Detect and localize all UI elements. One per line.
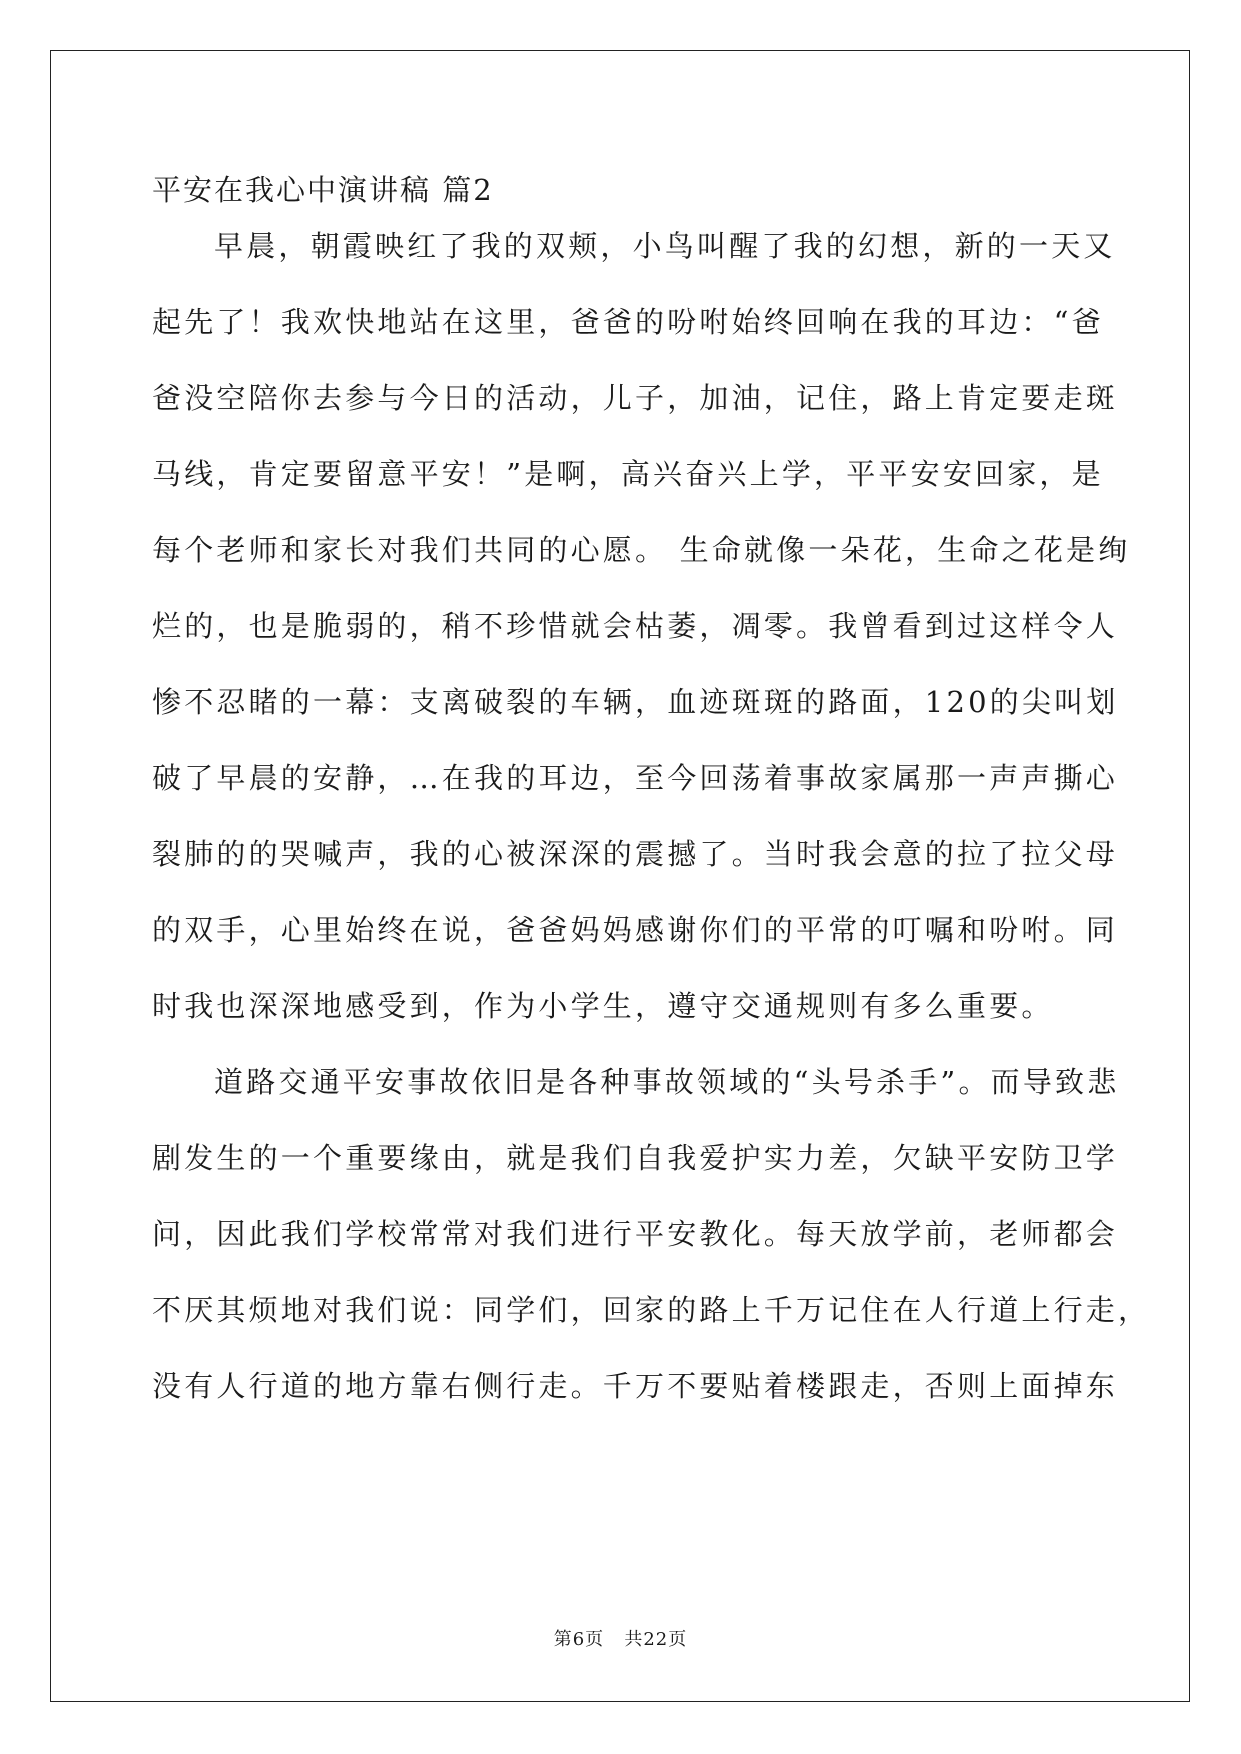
page-title: 平安在我心中演讲稿 篇2 bbox=[152, 173, 494, 207]
body-line: 不厌其烦地对我们说：同学们，回家的路上千万记住在人行道上行走， bbox=[152, 1293, 1151, 1327]
body-line: 破了早晨的安静，…在我的耳边，至今回荡着事故家属那一声声撕心 bbox=[152, 761, 1119, 795]
body-line: 马线，肯定要留意平安！”是啊，高兴奋兴上学，平平安安回家，是 bbox=[152, 457, 1104, 491]
body-line: 的双手，心里始终在说，爸爸妈妈感谢你们的平常的叮嘱和吩咐。同 bbox=[152, 913, 1119, 947]
page-number: 第6页 bbox=[553, 1629, 605, 1650]
body-line: 烂的，也是脆弱的，稍不珍惜就会枯萎，凋零。我曾看到过这样令人 bbox=[152, 609, 1119, 643]
body-line: 剧发生的一个重要缘由，就是我们自我爱护实力差，欠缺平安防卫学 bbox=[152, 1141, 1119, 1175]
body-line: 每个老师和家长对我们共同的心愿。 生命就像一朵花，生命之花是绚 bbox=[152, 533, 1131, 567]
body-line: 时我也深深地感受到，作为小学生，遵守交通规则有多么重要。 bbox=[152, 989, 1054, 1023]
body-line: 没有人行道的地方靠右侧行走。千万不要贴着楼跟走，否则上面掉东 bbox=[152, 1369, 1119, 1403]
body-line: 道路交通平安事故依旧是各种事故领域的“头号杀手”。而导致悲 bbox=[214, 1065, 1120, 1099]
body-line: 裂肺的的哭喊声，我的心被深深的震撼了。当时我会意的拉了拉父母 bbox=[152, 837, 1119, 871]
body-line: 爸没空陪你去参与今日的活动，儿子，加油，记住，路上肯定要走斑 bbox=[152, 381, 1119, 415]
body-line: 起先了！我欢快地站在这里，爸爸的吩咐始终回响在我的耳边：“爸 bbox=[152, 305, 1104, 339]
body-line: 惨不忍睹的一幕：支离破裂的车辆，血迹斑斑的路面，120的尖叫划 bbox=[152, 685, 1119, 719]
page-total: 共22页 bbox=[624, 1629, 688, 1650]
page-footer bbox=[0, 1628, 1241, 1652]
page-border bbox=[50, 50, 1190, 1702]
body-line: 问，因此我们学校常常对我们进行平安教化。每天放学前，老师都会 bbox=[152, 1217, 1119, 1251]
body-line: 早晨，朝霞映红了我的双颊，小鸟叫醒了我的幻想，新的一天又 bbox=[214, 229, 1116, 263]
